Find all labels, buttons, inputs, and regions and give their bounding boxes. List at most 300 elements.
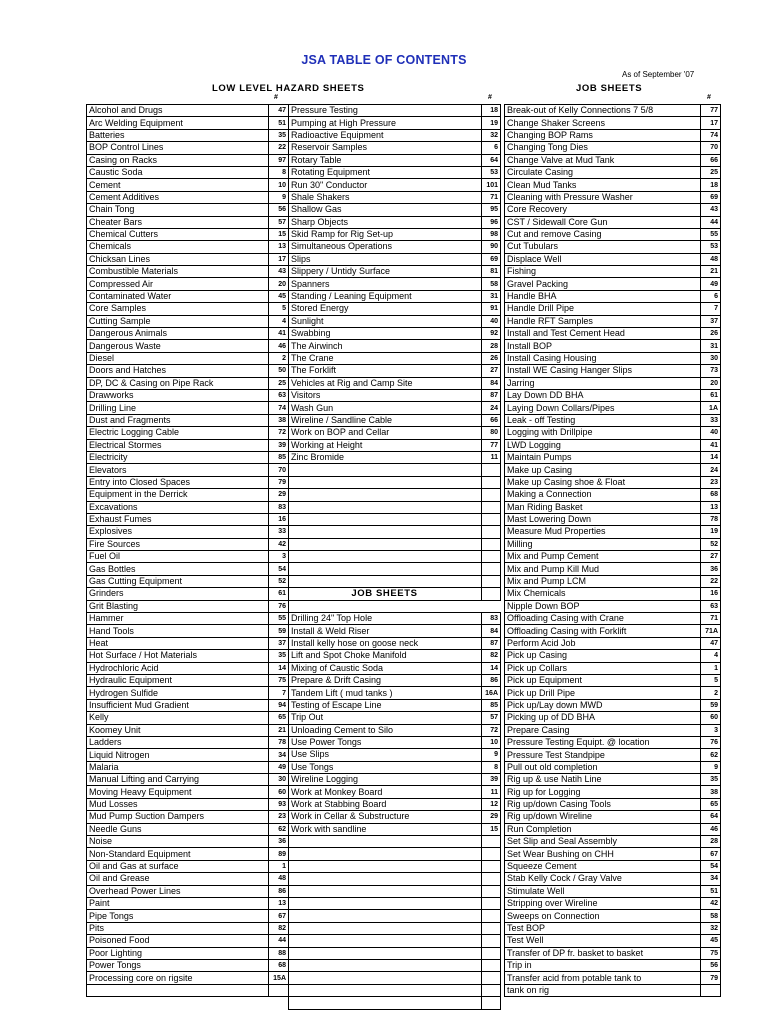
entry-number: 10 (482, 736, 501, 748)
entry-number: 20 (701, 377, 721, 389)
table-row (289, 687, 501, 699)
entry-number: 6 (482, 142, 501, 154)
table-row (289, 414, 501, 426)
entry-number: 71A (701, 625, 721, 637)
table-row (505, 885, 721, 897)
entry-number: 14 (701, 451, 721, 463)
entry-number: 67 (701, 848, 721, 860)
entry-name: CST / Sidewall Core Gun (505, 216, 701, 228)
table-row (505, 563, 721, 575)
entry-number: 73 (701, 365, 721, 377)
table-row (87, 786, 289, 798)
entry-name: Slippery / Untidy Surface (289, 266, 482, 278)
entry-name: Man Riding Basket (505, 501, 701, 513)
entry-name: Fishing (505, 266, 701, 278)
entry-name: Oil and Gas at surface (87, 860, 269, 872)
entry-number: 31 (482, 290, 501, 302)
page-title: JSA TABLE OF CONTENTS (301, 53, 467, 67)
table-row (289, 897, 501, 909)
table-row (87, 129, 289, 141)
table-row (505, 117, 721, 129)
table-row (289, 625, 501, 637)
entry-name: Contaminated Water (87, 290, 269, 302)
entry-name: Pull out old completion (505, 761, 701, 773)
entry-number: 1 (701, 662, 721, 674)
hash-col3: # (707, 94, 711, 101)
entry-number: 23 (701, 476, 721, 488)
entry-number: 24 (482, 402, 501, 414)
entry-name: Measure Mud Properties (505, 526, 701, 538)
table-row (289, 662, 501, 674)
entry-name: Dangerous Waste (87, 340, 269, 352)
entry-number: 78 (269, 736, 289, 748)
entry-name: Prepare Casing (505, 724, 701, 736)
entry-number: 79 (269, 476, 289, 488)
entry-name: Unloading Cement to Silo (289, 724, 482, 736)
entry-name: Working at Height (289, 439, 482, 451)
entry-name: Use Power Tongs (289, 736, 482, 748)
entry-name (87, 984, 269, 996)
entry-name: Spanners (289, 278, 482, 290)
entry-number: 59 (701, 699, 721, 711)
entry-number: 23 (269, 811, 289, 823)
table-row (87, 142, 289, 154)
entry-number: 16 (701, 588, 721, 600)
entry-name: Cut and remove Casing (505, 228, 701, 240)
table-row (87, 117, 289, 129)
entry-number: 91 (482, 303, 501, 315)
table-row (505, 464, 721, 476)
table-row (289, 848, 501, 860)
table-row (87, 823, 289, 835)
entry-number: 65 (701, 798, 721, 810)
entry-name: Hydrochloric Acid (87, 662, 269, 674)
entry-number: 24 (701, 464, 721, 476)
table-row (87, 575, 289, 587)
entry-number: 87 (482, 389, 501, 401)
entry-number: 83 (269, 501, 289, 513)
table-row (505, 489, 721, 501)
entry-number: 83 (482, 613, 501, 625)
entry-number (482, 489, 501, 501)
entry-number: 94 (269, 699, 289, 711)
entry-number: 67 (269, 910, 289, 922)
entry-name: Batteries (87, 129, 269, 141)
entry-name: Explosives (87, 526, 269, 538)
entry-name: Cleaning with Pressure Washer (505, 191, 701, 203)
entry-name: Non-Standard Equipment (87, 848, 269, 860)
entry-name (289, 910, 482, 922)
table-row (87, 674, 289, 686)
entry-name: Run Completion (505, 823, 701, 835)
table-row (289, 637, 501, 649)
entry-name: Excavations (87, 501, 269, 513)
table-row (289, 922, 501, 934)
entry-name: Logging with Drillpipe (505, 427, 701, 439)
entry-number: 85 (482, 699, 501, 711)
table-row (289, 489, 501, 501)
table-row (289, 563, 501, 575)
entry-name: Grinders (87, 588, 269, 600)
table-row (87, 303, 289, 315)
table-row (505, 724, 721, 736)
entry-number: 28 (701, 836, 721, 848)
table-row (289, 984, 501, 996)
table-row (505, 105, 721, 117)
entry-name: Change Shaker Screens (505, 117, 701, 129)
entry-number: 84 (482, 625, 501, 637)
entry-number: 37 (701, 315, 721, 327)
table-row (289, 613, 501, 625)
table-row (505, 228, 721, 240)
entry-name (289, 489, 482, 501)
entry-name (289, 848, 482, 860)
table-row (505, 662, 721, 674)
entry-name: Drilling 24" Top Hole (289, 613, 482, 625)
entry-name (289, 860, 482, 872)
table-row (505, 154, 721, 166)
entry-name: The Forklift (289, 365, 482, 377)
entry-name: Use Slips (289, 749, 482, 761)
entry-number: 25 (269, 377, 289, 389)
entry-number: 98 (482, 228, 501, 240)
entry-number: 56 (701, 959, 721, 971)
entry-number: 30 (269, 774, 289, 786)
entry-name (289, 551, 482, 563)
entry-name: LWD Logging (505, 439, 701, 451)
entry-name: Slips (289, 253, 482, 265)
entry-number: 41 (269, 328, 289, 340)
table-row (505, 551, 721, 563)
entry-name: Sunlight (289, 315, 482, 327)
table-row (505, 266, 721, 278)
entry-name: Overhead Power Lines (87, 885, 269, 897)
table-row (289, 650, 501, 662)
entry-number: 18 (482, 105, 501, 117)
entry-name: Hydraulic Equipment (87, 674, 269, 686)
entry-number: 95 (482, 204, 501, 216)
table-row (87, 427, 289, 439)
table-row (289, 253, 501, 265)
entry-name: Test BOP (505, 922, 701, 934)
entry-number: 63 (269, 389, 289, 401)
entry-name: Nipple Down BOP (505, 600, 701, 612)
table-row (505, 501, 721, 513)
entry-number: 22 (701, 575, 721, 587)
entry-name: Grit Blasting (87, 600, 269, 612)
low-level-hazard-header: LOW LEVEL HAZARD SHEETS (212, 83, 365, 94)
entry-name (289, 836, 482, 848)
entry-name: Stab Kelly Cock / Gray Valve (505, 873, 701, 885)
table-row (289, 402, 501, 414)
entry-name: Electrical Stormes (87, 439, 269, 451)
entry-number: 48 (269, 873, 289, 885)
table-row (289, 885, 501, 897)
entry-number: 70 (701, 142, 721, 154)
table-row (505, 290, 721, 302)
entry-number: 45 (269, 290, 289, 302)
entry-name: Mud Pump Suction Dampers (87, 811, 269, 823)
entry-number: 71 (701, 613, 721, 625)
entry-number: 40 (482, 315, 501, 327)
entry-name: Shallow Gas (289, 204, 482, 216)
table-row (505, 278, 721, 290)
entry-number: 76 (269, 600, 289, 612)
table-row (289, 513, 501, 525)
entry-name (289, 922, 482, 934)
table-row (289, 736, 501, 748)
table-row (505, 860, 721, 872)
entry-number: 11 (482, 786, 501, 798)
entry-number: 35 (701, 774, 721, 786)
entry-number: 54 (269, 563, 289, 575)
entry-number: 35 (269, 129, 289, 141)
table-row (505, 414, 721, 426)
table-row (505, 823, 721, 835)
table-row (87, 439, 289, 451)
table-row (87, 836, 289, 848)
table-row (505, 959, 721, 971)
entry-name: Wireline Logging (289, 774, 482, 786)
entry-name: Power Tongs (87, 959, 269, 971)
entry-name: Prepare & Drift Casing (289, 674, 482, 686)
table-row (289, 699, 501, 711)
entry-number: 75 (701, 947, 721, 959)
entry-name: BOP Control Lines (87, 142, 269, 154)
entry-number: 86 (269, 885, 289, 897)
table-row (87, 204, 289, 216)
entry-name: Handle BHA (505, 290, 701, 302)
table-row (289, 204, 501, 216)
entry-number: 13 (269, 241, 289, 253)
entry-name: Pressure Testing Equipt. @ location (505, 736, 701, 748)
entry-number: 47 (269, 105, 289, 117)
table-row (87, 315, 289, 327)
table-row (87, 154, 289, 166)
table-row (87, 984, 289, 996)
table-row (505, 984, 721, 996)
table-row (87, 340, 289, 352)
table-row (289, 724, 501, 736)
table-row (505, 451, 721, 463)
entry-number: 82 (269, 922, 289, 934)
entry-number: 64 (482, 154, 501, 166)
entry-number (482, 997, 501, 1009)
entry-name: Oil and Grease (87, 873, 269, 885)
table-row (289, 439, 501, 451)
table-row (289, 154, 501, 166)
entry-name: Offloading Casing with Forklift (505, 625, 701, 637)
table-row (87, 228, 289, 240)
entry-name: Processing core on rigsite (87, 972, 269, 984)
entry-number: 28 (482, 340, 501, 352)
entry-name: Pick up Collars (505, 662, 701, 674)
table-row (289, 365, 501, 377)
entry-number (482, 513, 501, 525)
entry-name (289, 526, 482, 538)
table-row (87, 637, 289, 649)
entry-name: Work on BOP and Cellar (289, 427, 482, 439)
entry-name (289, 997, 482, 1009)
entry-number (482, 922, 501, 934)
table-row (505, 935, 721, 947)
entry-number (482, 873, 501, 885)
entry-number: 2 (269, 352, 289, 364)
entry-number: 53 (701, 241, 721, 253)
entry-name: Changing BOP Rams (505, 129, 701, 141)
table-row (87, 873, 289, 885)
entry-name: Cement (87, 179, 269, 191)
table-row (87, 216, 289, 228)
entry-number: 27 (701, 551, 721, 563)
entry-number (482, 526, 501, 538)
table-row (505, 922, 721, 934)
table-row (505, 687, 721, 699)
table-row (87, 848, 289, 860)
entry-number (482, 885, 501, 897)
entry-number (482, 575, 501, 587)
entry-name: Mix and Pump Cement (505, 551, 701, 563)
table-row (87, 266, 289, 278)
entry-number: 27 (482, 365, 501, 377)
table-row (289, 959, 501, 971)
entry-name: Casing on Racks (87, 154, 269, 166)
table-row (289, 551, 501, 563)
table-row (505, 736, 721, 748)
entry-number: 53 (482, 166, 501, 178)
table-row (505, 575, 721, 587)
table-row (87, 290, 289, 302)
table-row (505, 674, 721, 686)
entry-number: 46 (269, 340, 289, 352)
entry-name: Jarring (505, 377, 701, 389)
hash-col2: # (488, 94, 492, 101)
entry-name: Displace Well (505, 253, 701, 265)
entry-name: Rig up & use Natih Line (505, 774, 701, 786)
entry-name (289, 897, 482, 909)
entry-name: Install Casing Housing (505, 352, 701, 364)
entry-number: 36 (269, 836, 289, 848)
table-row (505, 476, 721, 488)
entry-name: Gravel Packing (505, 278, 701, 290)
table-row (289, 166, 501, 178)
entry-name: Drilling Line (87, 402, 269, 414)
entry-number: 9 (269, 191, 289, 203)
table-row (505, 340, 721, 352)
entry-name: Cheater Bars (87, 216, 269, 228)
table-row (505, 352, 721, 364)
entry-name: Pick up Casing (505, 650, 701, 662)
entry-name: Work at Monkey Board (289, 786, 482, 798)
table-row (289, 575, 501, 587)
table-row (505, 315, 721, 327)
table-row (87, 179, 289, 191)
table-row (289, 464, 501, 476)
entry-number: 97 (269, 154, 289, 166)
entry-number (482, 836, 501, 848)
entry-name: Noise (87, 836, 269, 848)
table-row (87, 774, 289, 786)
entry-name: Skid Ramp for Rig Set-up (289, 228, 482, 240)
table-row (505, 513, 721, 525)
entry-number: 17 (701, 117, 721, 129)
table-row (505, 848, 721, 860)
table-row (87, 191, 289, 203)
entry-number: 74 (701, 129, 721, 141)
table-row (87, 959, 289, 971)
entry-number: 76 (701, 736, 721, 748)
entry-name: Rig up/down Casing Tools (505, 798, 701, 810)
entry-name: Make up Casing (505, 464, 701, 476)
entry-name: Standing / Leaning Equipment (289, 290, 482, 302)
hazard-table-2 (288, 104, 501, 601)
table-row (289, 774, 501, 786)
entry-name: Mud Losses (87, 798, 269, 810)
entry-name: Core Samples (87, 303, 269, 315)
entry-number: 34 (269, 749, 289, 761)
table-row (289, 328, 501, 340)
table-row (87, 600, 289, 612)
entry-name: Run 30" Conductor (289, 179, 482, 191)
entry-name: Hammer (87, 613, 269, 625)
table-row (87, 105, 289, 117)
table-row (289, 910, 501, 922)
entry-number: 17 (269, 253, 289, 265)
entry-name: Electricity (87, 451, 269, 463)
table-row (505, 389, 721, 401)
entry-number (482, 959, 501, 971)
table-row (87, 811, 289, 823)
entry-number (269, 984, 289, 996)
entry-number: 82 (482, 650, 501, 662)
as-of-date: As of September '07 (622, 70, 695, 79)
entry-name: Exhaust Fumes (87, 513, 269, 525)
table-row (505, 328, 721, 340)
table-row (505, 439, 721, 451)
entry-number: 89 (269, 848, 289, 860)
entry-number: 9 (701, 761, 721, 773)
table-row (289, 389, 501, 401)
table-row (505, 179, 721, 191)
entry-name: Install WE Casing Hanger Slips (505, 365, 701, 377)
entry-number: 46 (701, 823, 721, 835)
entry-name: Pick up/Lay down MWD (505, 699, 701, 711)
table-row (289, 972, 501, 984)
entry-number: 42 (701, 898, 721, 910)
entry-number: 85 (269, 451, 289, 463)
entry-number: 29 (482, 811, 501, 823)
table-row (505, 749, 721, 761)
entry-number: 3 (269, 551, 289, 563)
table-row (87, 526, 289, 538)
entry-name: Compressed Air (87, 278, 269, 290)
entry-number: 60 (701, 712, 721, 724)
entry-number: 18 (701, 179, 721, 191)
entry-name: Doors and Hatches (87, 365, 269, 377)
entry-number: 33 (701, 414, 721, 426)
entry-name: Wash Gun (289, 402, 482, 414)
entry-name: Change Valve at Mud Tank (505, 154, 701, 166)
table-row (289, 278, 501, 290)
entry-name: Trip Out (289, 712, 482, 724)
entry-number: 52 (701, 538, 721, 550)
table-row (289, 997, 501, 1009)
table-row (505, 191, 721, 203)
table-row (87, 538, 289, 550)
table-row (505, 303, 721, 315)
entry-number: 9 (482, 749, 501, 761)
table-row (289, 712, 501, 724)
